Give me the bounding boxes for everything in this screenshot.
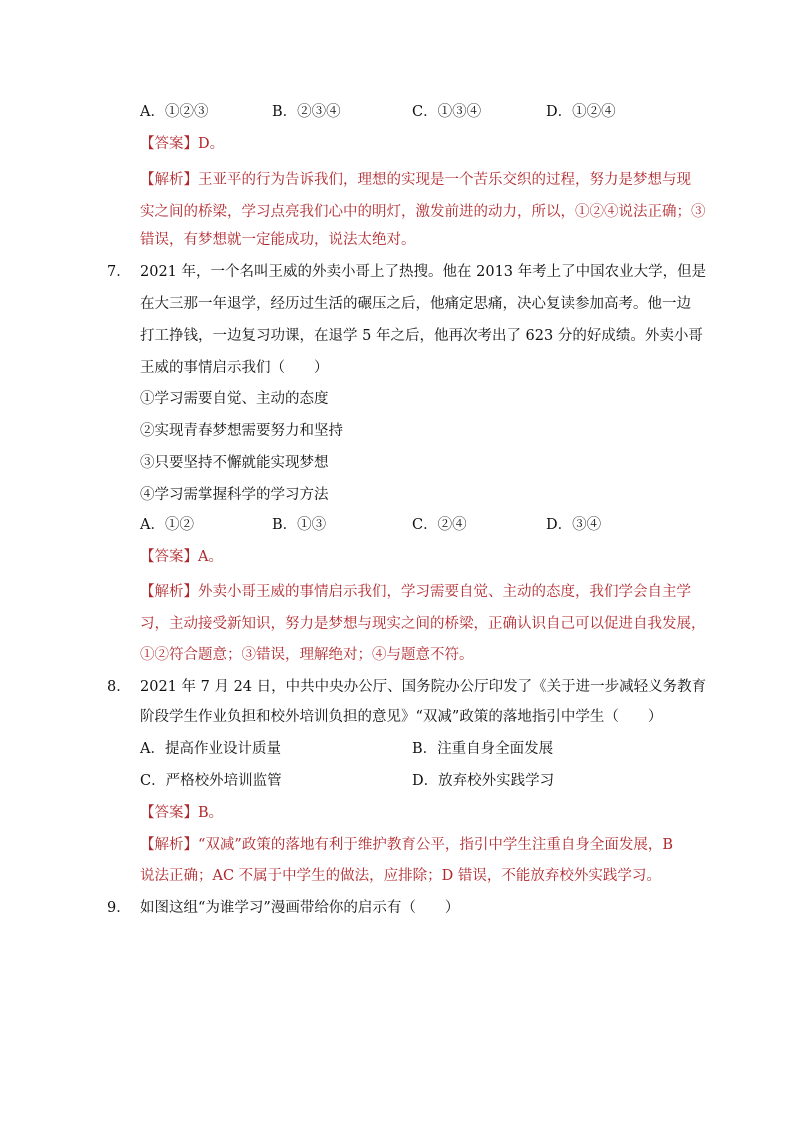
q9-number: 9． [107, 900, 131, 916]
q8-option-b: B．注重自身全面发展 [412, 741, 554, 757]
q7-statement-1: ①学习需要自觉、主动的态度 [140, 391, 329, 407]
q7-number: 7． [107, 264, 131, 280]
q8-option-a: A．提高作业设计质量 [140, 741, 281, 757]
q7-statement-4: ④学习需掌握科学的学习方法 [140, 487, 329, 503]
q8-stem-line-2: 阶段学生作业负担和校外培训负担的意见》“双减”政策的落地指引中学生（ ） [140, 709, 663, 725]
q8-stem-line-1: 2021 年 7 月 24 日，中共中央办公厅、国务院办公厅印发了《关于进一步减轻义务教育 [140, 679, 707, 695]
q7-stem-line-4: 王威的事情启示我们（ ） [140, 360, 329, 376]
q6-option-a: A．①②③ [140, 104, 209, 120]
q6-analysis-line-3: 错误，有梦想就一定能成功，说法太绝对。 [140, 232, 416, 248]
q7-stem-line-3: 打工挣钱，一边复习功课，在退学 5 年之后，他再次考出了 623 分的好成绩。外卖小哥 [140, 328, 703, 344]
q8-answer: 【答案】B。 [140, 805, 224, 821]
q7-option-a: A．①② [140, 517, 194, 533]
q6-answer: 【答案】D。 [140, 136, 225, 152]
q7-option-d: D．③④ [546, 517, 602, 533]
q6-analysis-line-1: 【解析】王亚平的行为告诉我们，理想的实现是一个苦乐交织的过程，努力是梦想与现 [140, 172, 691, 188]
q8-option-d: D．放弃校外实践学习 [412, 773, 555, 789]
q7-statement-2: ②实现青春梦想需要努力和坚持 [140, 423, 343, 439]
q7-stem-line-1: 2021 年，一个名叫王威的外卖小哥上了热搜。他在 2013 年考上了中国农业大学，但是 [140, 264, 707, 280]
q8-number: 8． [107, 679, 131, 695]
q7-option-c: C．②④ [412, 517, 467, 533]
q9-stem: 如图这组“为谁学习”漫画带给你的启示有（ ） [140, 900, 460, 916]
q7-answer: 【答案】A。 [140, 549, 223, 565]
q6-option-d: D．①②④ [546, 104, 616, 120]
q6-option-b: B．②③④ [272, 104, 341, 120]
q7-stem-line-2: 在大三那一年退学，经历过生活的碾压之后，他痛定思痛，决心复读参加高考。他一边 [140, 296, 691, 312]
q6-option-c: C．①③④ [412, 104, 482, 120]
q8-analysis-line-1: 【解析】“双减”政策的落地有利于维护教育公平，指引中学生注重自身全面发展，B [140, 837, 673, 853]
q7-analysis-line-1: 【解析】外卖小哥王威的事情启示我们，学习需要自觉、主动的态度，我们学会自主学 [140, 584, 691, 600]
q8-option-c: C．严格校外培训监管 [140, 773, 282, 789]
q7-statement-3: ③只要坚持不懈就能实现梦想 [140, 455, 329, 471]
q7-analysis-line-2: 习，主动接受新知识，努力是梦想与现实之间的桥梁，正确认识自己可以促进自我发展， [140, 616, 706, 632]
q8-analysis-line-2: 说法正确；AC 不属于中学生的做法，应排除；D 错误，不能放弃校外实践学习。 [140, 868, 661, 884]
q6-analysis-line-2: 实之间的桥梁，学习点亮我们心中的明灯，激发前进的动力，所以，①②④说法正确；③ [140, 204, 706, 220]
q7-analysis-line-3: ①②符合题意；③错误，理解绝对；④与题意不符。 [140, 647, 474, 663]
q7-option-b: B．①③ [272, 517, 327, 533]
